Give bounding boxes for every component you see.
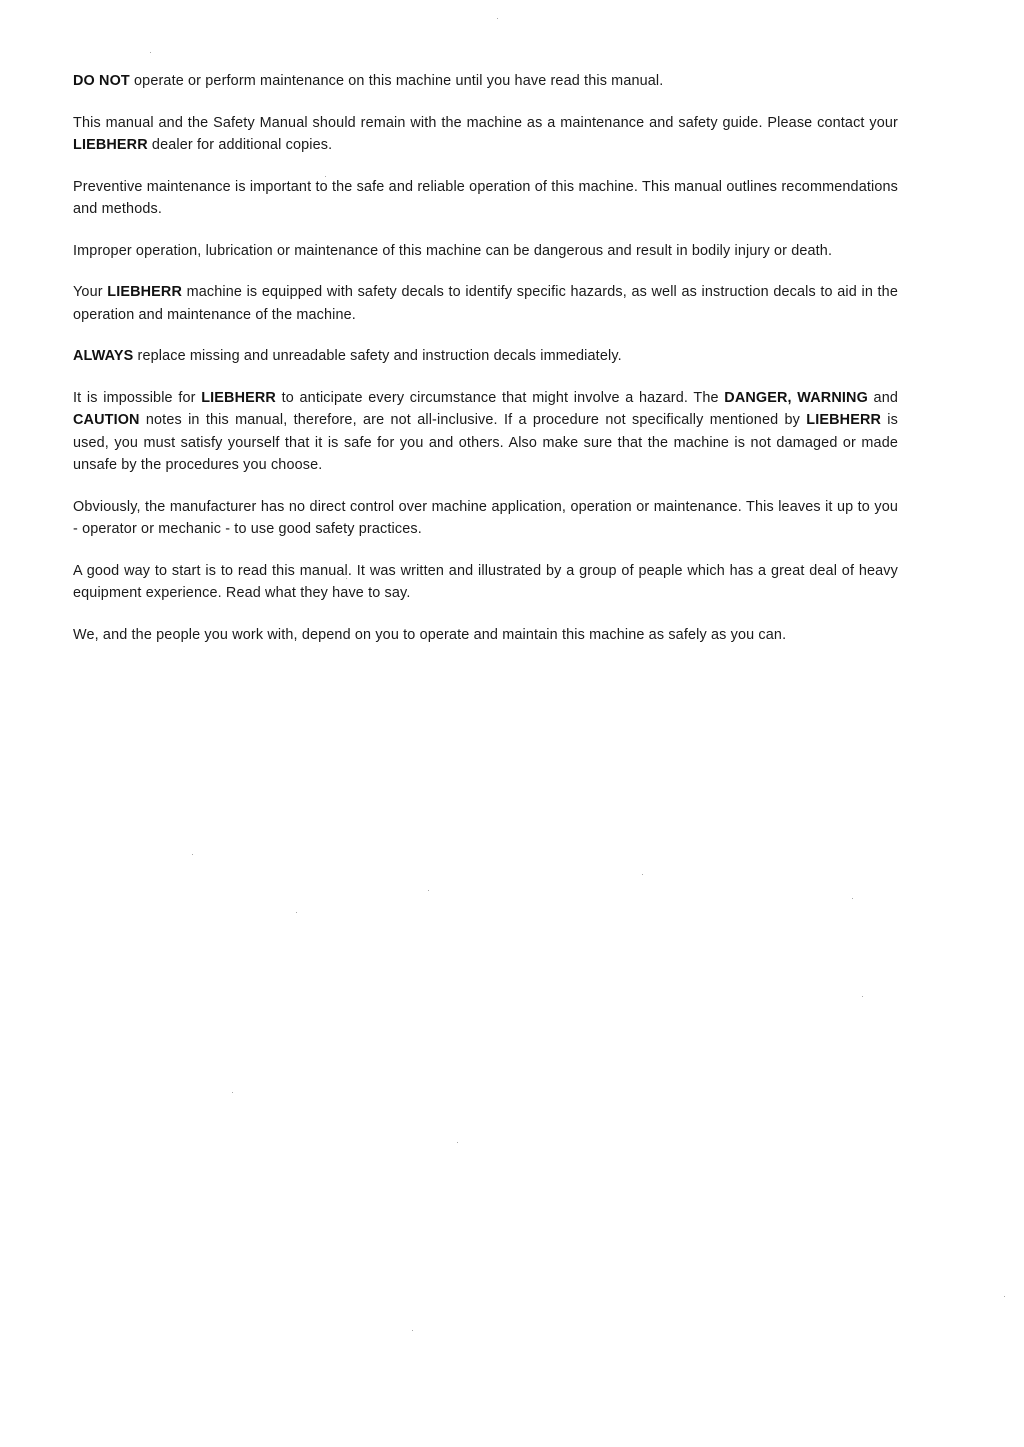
text-run: to anticipate every circumstance that might involve a hazard. The	[275, 389, 725, 406]
text-run: notes in this manual, therefore, are not all-inclusive. If a procedure not specifically mentioned by	[139, 412, 807, 428]
document-body	[73, 70, 898, 665]
paragraph-safety-decals	[73, 281, 898, 326]
paragraph-hazard-notes	[73, 387, 898, 477]
text-run: This manual and the Safety Manual should remain with the machine as a maintenance and safety guide. Please contact your	[73, 114, 898, 131]
bold-text-run: DANGER, WARNING	[724, 389, 868, 406]
bold-text-run: LIEBHERR	[201, 389, 276, 406]
text-run: Improper operation, lubrication or maintenance of this machine can be dangerous and result in bodily injury or death.	[73, 242, 833, 259]
paragraph-operate-safely	[73, 624, 898, 647]
paragraph-manufacturer-control	[73, 496, 898, 541]
text-run: and	[867, 389, 899, 406]
paragraph-always-replace	[73, 345, 898, 368]
paragraph-preventive-maintenance	[73, 176, 898, 221]
text-run: Your	[73, 284, 108, 300]
bold-text-run: LIEBHERR	[107, 284, 183, 300]
scan-speck	[862, 996, 863, 997]
text-run: machine is equipped with safety decals to identify specific hazards, as well as instruction decals to aid in the operation and maintenance of the machine.	[73, 284, 898, 323]
scan-speck	[457, 1142, 458, 1143]
scan-speck	[642, 874, 643, 875]
text-run: operate or perform maintenance on this machine until you have read this manual.	[129, 73, 664, 89]
scan-speck	[296, 912, 297, 913]
scan-speck	[1004, 1296, 1005, 1297]
scan-speck	[497, 18, 498, 19]
paragraph-read-manual	[73, 560, 898, 605]
bold-text-run: DO NOT	[73, 73, 130, 89]
text-run: replace missing and unreadable safety and instruction decals immediately.	[133, 348, 622, 364]
text-run: dealer for additional copies.	[147, 137, 333, 153]
bold-text-run: LIEBHERR	[806, 412, 882, 428]
text-run: Preventive maintenance is important to the safe and reliable operation of this machine. This manual outlines recommendations and methods.	[73, 178, 898, 217]
paragraph-safety-manual	[73, 112, 898, 157]
paragraph-do-not-operate	[73, 70, 898, 93]
bold-text-run: LIEBHERR	[73, 137, 148, 153]
text-run: A good way to start is to read this manual. It was written and illustrated by a group of peaple which has a great deal of heavy equipment experience. Read what they have to say.	[73, 562, 898, 601]
scan-speck	[192, 854, 193, 855]
scan-speck	[852, 898, 853, 899]
scan-speck	[232, 1092, 233, 1093]
scan-speck	[412, 1330, 413, 1331]
text-run: is used, you must satisfy yourself that it is safe for you and others. Also make sure that the machine is not damaged or made unsafe by the procedures you choose.	[73, 412, 899, 473]
scan-speck	[346, 578, 347, 579]
scan-speck	[428, 890, 429, 891]
text-run: We, and the people you work with, depend on you to operate and maintain this machine as safely as you can.	[73, 626, 787, 643]
scan-speck	[150, 52, 151, 53]
text-run: It is impossible for	[73, 389, 202, 406]
bold-text-run: CAUTION	[73, 412, 140, 428]
scan-speck	[325, 176, 326, 177]
text-run: Obviously, the manufacturer has no direct control over machine application, operation or maintenance. This leaves it up to you - operator or mechanic - to use good safety practices.	[73, 498, 898, 537]
paragraph-improper-operation	[73, 240, 898, 263]
bold-text-run: ALWAYS	[73, 348, 134, 364]
